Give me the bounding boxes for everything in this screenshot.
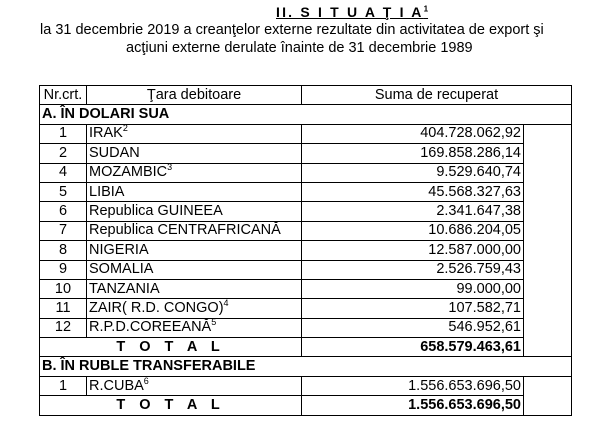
row-country bbox=[87, 144, 302, 163]
country-name: TANZANIA bbox=[89, 280, 160, 297]
subtitle-line-1: la 31 decembrie 2019 a creanţelor externe rezultate din activitatea de export şi bbox=[40, 22, 544, 38]
table-row bbox=[40, 299, 572, 318]
row-sum: 169.858.286,14 bbox=[302, 144, 524, 163]
table-row bbox=[40, 124, 572, 143]
row-empty-cell bbox=[524, 144, 572, 163]
row-country bbox=[87, 241, 302, 260]
country-name: NIGERIA bbox=[89, 241, 149, 258]
table-row bbox=[40, 221, 572, 240]
row-country bbox=[87, 202, 302, 221]
row-number: 9 bbox=[40, 260, 87, 279]
row-sum: 1.556.653.696,50 bbox=[302, 376, 524, 395]
row-sum: 10.686.204,05 bbox=[302, 221, 524, 240]
table-header-row bbox=[40, 86, 572, 105]
table-row bbox=[40, 260, 572, 279]
section-header-row bbox=[40, 357, 572, 376]
country-name: R.P.D.COREEANĂ bbox=[89, 319, 212, 336]
row-empty-cell bbox=[524, 279, 572, 298]
country-footnote: 4 bbox=[223, 298, 229, 309]
total-row bbox=[40, 338, 572, 357]
subtitle-line-2: acţiuni externe derulate înainte de 31 decembrie 1989 bbox=[126, 40, 473, 56]
country-name: MOZAMBIC bbox=[89, 164, 168, 181]
header-sum: Suma de recuperat bbox=[302, 86, 572, 105]
row-country bbox=[87, 260, 302, 279]
row-sum: 12.587.000,00 bbox=[302, 241, 524, 260]
total-value: 1.556.653.696,50 bbox=[302, 396, 524, 415]
total-row bbox=[40, 396, 572, 415]
row-empty-cell bbox=[524, 163, 572, 182]
row-empty-cell bbox=[524, 299, 572, 318]
title-footnote: 1 bbox=[423, 4, 429, 14]
row-country bbox=[87, 124, 302, 143]
country-footnote: 5 bbox=[211, 318, 217, 328]
table-row bbox=[40, 241, 572, 260]
row-empty-cell bbox=[524, 124, 572, 143]
row-number: 4 bbox=[40, 163, 87, 182]
row-number: 8 bbox=[40, 241, 87, 260]
row-number: 6 bbox=[40, 202, 87, 221]
section-label: A. ÎN DOLARI SUA bbox=[40, 105, 572, 124]
row-empty-cell bbox=[524, 338, 572, 357]
row-number: 11 bbox=[40, 299, 87, 318]
row-number: 2 bbox=[40, 144, 87, 163]
row-country bbox=[87, 318, 302, 337]
row-empty-cell bbox=[524, 376, 572, 395]
table-row bbox=[40, 279, 572, 298]
row-sum: 45.568.327,63 bbox=[302, 182, 524, 201]
row-sum: 107.582,71 bbox=[302, 299, 524, 318]
row-sum: 99.000,00 bbox=[302, 279, 524, 298]
header-nr: Nr.crt. bbox=[40, 86, 87, 105]
section-label: B. ÎN RUBLE TRANSFERABILE bbox=[40, 357, 572, 376]
row-number: 5 bbox=[40, 182, 87, 201]
country-name: SOMALIA bbox=[89, 261, 154, 278]
table-row bbox=[40, 376, 572, 395]
row-country bbox=[87, 279, 302, 298]
table-row bbox=[40, 318, 572, 337]
total-label: T O T A L bbox=[40, 396, 302, 415]
row-country bbox=[87, 299, 302, 318]
receivables-table bbox=[39, 85, 572, 416]
country-name: Republica GUINEEA bbox=[89, 203, 223, 220]
row-sum: 546.952,61 bbox=[302, 318, 524, 337]
table-row bbox=[40, 202, 572, 221]
row-empty-cell bbox=[524, 182, 572, 201]
total-label: T O T A L bbox=[40, 338, 302, 357]
row-number: 1 bbox=[40, 124, 87, 143]
country-name: Republica CENTRAFRICANĂ bbox=[89, 222, 281, 239]
country-footnote: 2 bbox=[122, 124, 128, 134]
row-sum: 2.341.647,38 bbox=[302, 202, 524, 221]
country-name: IRAK bbox=[89, 125, 123, 142]
title-text: II. S I T U A Ţ I A bbox=[276, 4, 424, 20]
country-footnote: 3 bbox=[167, 163, 173, 173]
section-header-row bbox=[40, 105, 572, 124]
row-empty-cell bbox=[524, 221, 572, 240]
row-number: 12 bbox=[40, 318, 87, 337]
row-sum: 2.526.759,43 bbox=[302, 260, 524, 279]
row-country bbox=[87, 221, 302, 240]
row-empty-cell bbox=[524, 260, 572, 279]
row-empty-cell bbox=[524, 241, 572, 260]
country-name: R.CUBA bbox=[89, 377, 144, 394]
row-empty-cell bbox=[524, 202, 572, 221]
row-country bbox=[87, 182, 302, 201]
document-title bbox=[276, 4, 428, 20]
country-name: ZAIR( R.D. CONGO) bbox=[89, 299, 224, 316]
country-name: SUDAN bbox=[89, 144, 140, 161]
row-number: 1 bbox=[40, 376, 87, 395]
row-country bbox=[87, 163, 302, 182]
country-footnote: 6 bbox=[143, 376, 149, 386]
country-name: LIBIA bbox=[89, 183, 125, 200]
row-country bbox=[87, 376, 302, 395]
row-sum: 9.529.640,74 bbox=[302, 163, 524, 182]
table-row bbox=[40, 182, 572, 201]
total-value: 658.579.463,61 bbox=[302, 338, 524, 357]
table-row bbox=[40, 163, 572, 182]
table-row bbox=[40, 144, 572, 163]
table-body bbox=[40, 86, 572, 416]
row-number: 7 bbox=[40, 221, 87, 240]
header-country: Ţara debitoare bbox=[87, 86, 302, 105]
row-sum: 404.728.062,92 bbox=[302, 124, 524, 143]
row-empty-cell bbox=[524, 396, 572, 415]
row-number: 10 bbox=[40, 279, 87, 298]
row-empty-cell bbox=[524, 318, 572, 337]
